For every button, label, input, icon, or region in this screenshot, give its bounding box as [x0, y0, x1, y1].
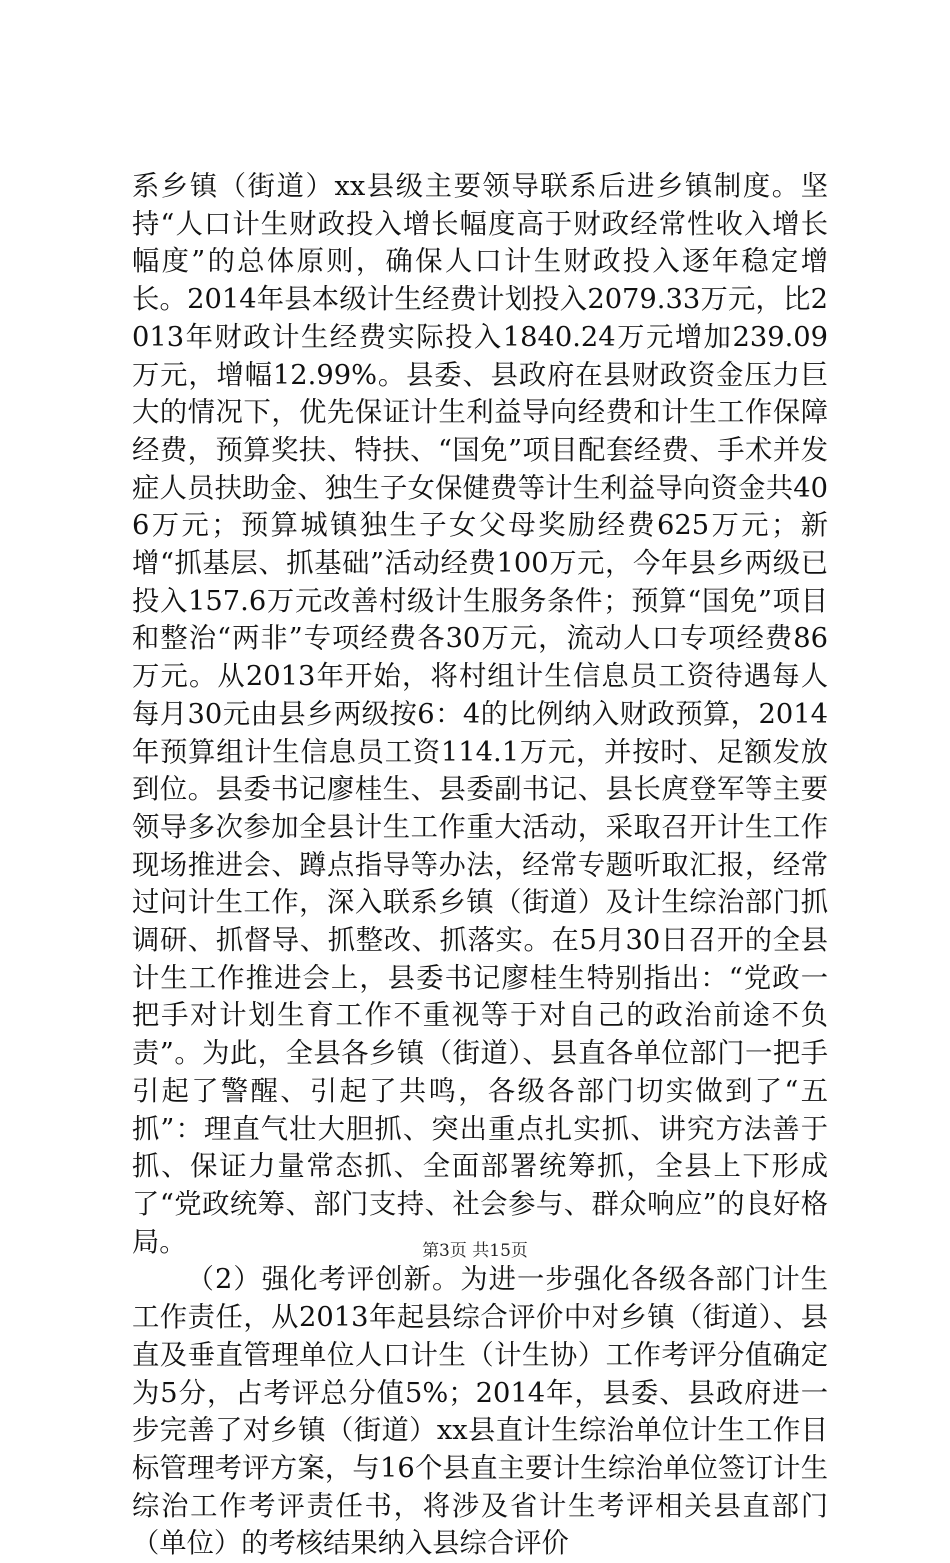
- document-body: [132, 168, 828, 1563]
- body-paragraph-1: 系乡镇（街道）xx县级主要领导联系后进乡镇制度。坚持“人口计生财政投入增长幅度高于财政经常性收入增长幅度”的总体原则，确保人口计生财政投入逐年稳定增长。2014年县本级计生经费计划投入2079.33万元，比2013年财政计生经费实际投入1840.24万元增加239.09万元，增幅12.99%。县委、县政府在县财政资金压力巨大的情况下，优先保证计生利益导向经费和计生工作保障经费，预算奖扶、特扶、“国免”项目配套经费、手术并发症人员扶助金、独生子女保健费等计生利益导向资金共406万元；预算城镇独生子女父母奖励经费625万元；新增“抓基层、抓基础”活动经费100万元，今年县乡两级已投入157.6万元改善村级计生服务条件；预算“国免”项目和整治“两非”专项经费各30万元，流动人口专项经费86万元。从2013年开始，将村组计生信息员工资待遇每人每月30元由县乡两级按6：4的比例纳入财政预算，2014年预算组计生信息员工资114.1万元，并按时、足额发放到位。县委书记廖桂生、县委副书记、县长庹登军等主要领导多次参加全县计生工作重大活动，采取召开计生工作现场推进会、蹲点指导等办法，经常专题听取汇报，经常过问计生工作，深入联系乡镇（街道）及计生综治部门抓调研、抓督导、抓整改、抓落实。在5月30日召开的全县计生工作推进会上，县委书记廖桂生特别指出：“党政一把手对计划生育工作不重视等于对自己的政治前途不负责”。为此，全县各乡镇（街道）、县直各单位部门一把手引起了警醒、引起了共鸣，各级各部门切实做到了“五抓”：理直气壮大胆抓、突出重点扎实抓、讲究方法善于抓、保证力量常态抓、全面部署统筹抓，全县上下形成了“党政统筹、部门支持、社会参与、群众响应”的良好格局。: [132, 171, 828, 1258]
- page-number-label: 第3页 共15页: [422, 1241, 528, 1261]
- page-footer: [0, 1240, 950, 1262]
- body-paragraph-2: （2）强化考评创新。为进一步强化各级各部门计生工作责任，从2013年起县综合评价中对乡镇（街道）、县直及垂直管理单位人口计生（计生协）工作考评分值确定为5分，占考评总分值5%；2014年，县委、县政府进一步完善了对乡镇（街道）xx县直计生综治单位计生工作目标管理考评方案，与16个县直主要计生综治单位签订计生综治工作考评责任书，将涉及省计生考评相关县直部门（单位）的考核结果纳入县综合评价: [132, 1264, 828, 1560]
